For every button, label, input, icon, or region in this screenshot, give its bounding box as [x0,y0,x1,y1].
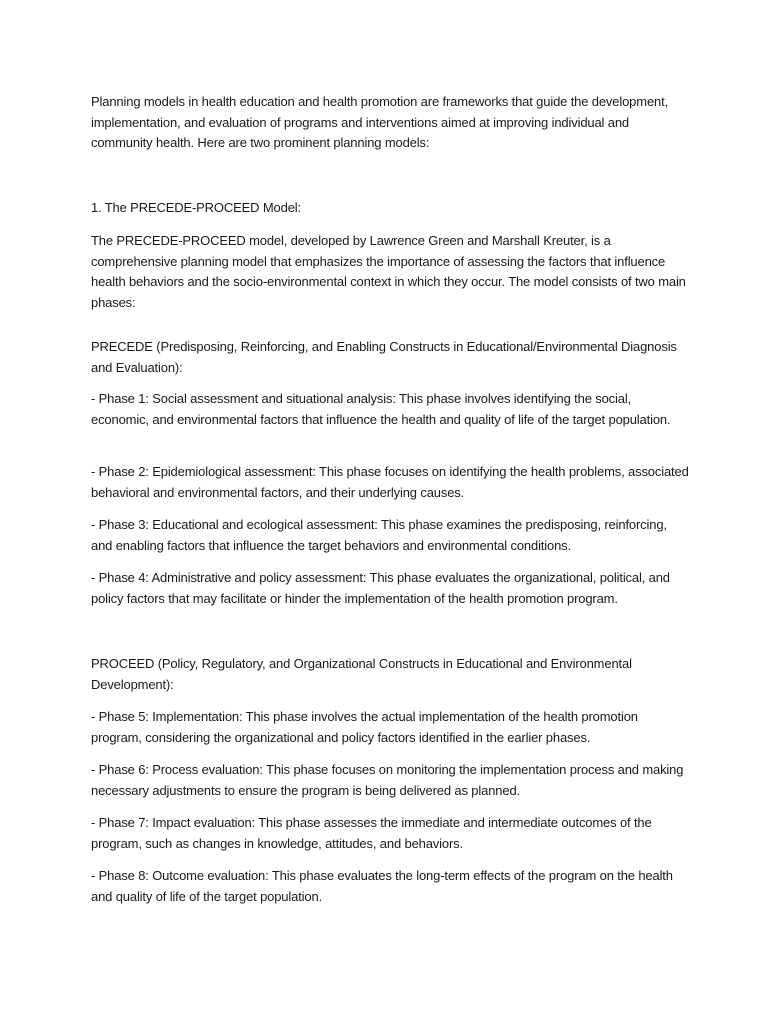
intro-paragraph: Planning models in health education and health promotion are frameworks that guide the development, implementation, and evaluation of programs and interventions aimed at improving individual and community health. Here are two prominent planning models: [91,94,669,150]
model-description: The PRECEDE-PROCEED model, developed by Lawrence Green and Marshall Kreuter, is a comprehensive planning model that emphasizes the importance of assessing the factors that influence health behaviors and the socio-environmental context in which they occur. The model consists of two main phases: [91,233,686,310]
phase-5-paragraph: - Phase 5: Implementation: This phase involves the actual implementation of the health promotion program, considering the organizational and policy factors identified in the earlier phases. [91,709,638,745]
model-heading: 1. The PRECEDE-PROCEED Model: [91,200,301,215]
phase-4-paragraph: - Phase 4: Administrative and policy assessment: This phase evaluates the organizational, political, and policy factors that may facilitate or hinder the implementation of the health promotion program. [91,570,670,606]
phase-6-paragraph: - Phase 6: Process evaluation: This phase focuses on monitoring the implementation process and making necessary adjustments to ensure the program is being delivered as planned. [91,762,684,798]
phase-3-paragraph: - Phase 3: Educational and ecological assessment: This phase examines the predisposing, reinforcing, and enabling factors that influence the target behaviors and environmental conditions. [91,517,667,553]
precede-heading: PRECEDE (Predisposing, Reinforcing, and Enabling Constructs in Educational/Environmental Diagnosis and Evaluation): [91,339,677,375]
proceed-heading: PROCEED (Policy, Regulatory, and Organizational Constructs in Educational and Environmental Development): [91,656,632,692]
phase-8-paragraph: - Phase 8: Outcome evaluation: This phase evaluates the long-term effects of the program on the health and quality of life of the target population. [91,868,673,904]
phase-7-paragraph: - Phase 7: Impact evaluation: This phase assesses the immediate and intermediate outcomes of the program, such as changes in knowledge, attitudes, and behaviors. [91,815,652,851]
phase-1-paragraph: - Phase 1: Social assessment and situational analysis: This phase involves identifying the social, economic, and environmental factors that influence the health and quality of life of the target population. [91,391,671,427]
phase-2-paragraph: - Phase 2: Epidemiological assessment: This phase focuses on identifying the health problems, associated behavioral and environmental factors, and their underlying causes. [91,464,689,500]
